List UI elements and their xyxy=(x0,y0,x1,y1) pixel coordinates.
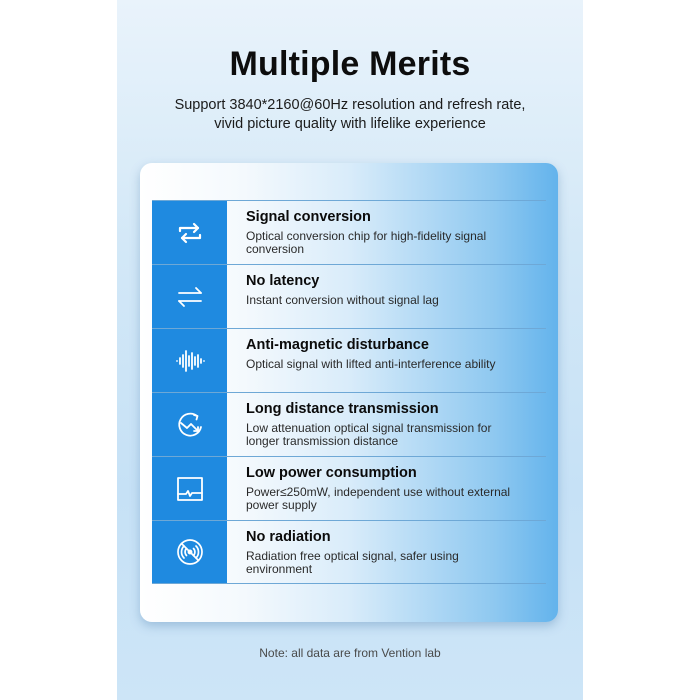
feature-row-anti-magnetic xyxy=(152,328,546,392)
feature-title: No latency xyxy=(246,273,320,289)
feature-row-no-latency xyxy=(152,264,546,328)
no-radiation-icon xyxy=(152,521,227,583)
subtitle xyxy=(117,96,583,134)
feature-row-no-radiation xyxy=(152,520,546,584)
feature-title: Anti-magnetic disturbance xyxy=(246,337,429,353)
long-distance-icon xyxy=(152,393,227,456)
subtitle-line-2: vivid picture quality with lifelike experience xyxy=(214,116,486,132)
feature-row-low-power xyxy=(152,456,546,520)
signal-conversion-icon xyxy=(152,201,227,264)
subtitle-line-1: Support 3840*2160@60Hz resolution and refresh rate, xyxy=(174,97,526,113)
transfer-arrows-icon xyxy=(152,265,227,328)
product-feature-poster xyxy=(117,0,583,700)
feature-title: Long distance transmission xyxy=(246,401,439,417)
feature-description: Low attenuation optical signal transmission for longer transmission distance xyxy=(246,421,492,448)
feature-description: Optical signal with lifted anti-interference ability xyxy=(246,357,496,371)
page-title: Multiple Merits xyxy=(229,45,471,83)
features-card xyxy=(140,163,558,622)
feature-title: Signal conversion xyxy=(246,209,371,225)
power-graph-icon xyxy=(152,457,227,520)
feature-description: Instant conversion without signal lag xyxy=(246,293,439,307)
feature-description: Power≤250mW, independent use without external power supply xyxy=(246,485,511,512)
feature-title: Low power consumption xyxy=(246,465,417,481)
feature-title: No radiation xyxy=(246,529,331,545)
features-table xyxy=(152,200,546,586)
waveform-icon xyxy=(152,329,227,392)
footnote: Note: all data are from Vention lab xyxy=(259,646,441,660)
feature-description: Radiation free optical signal, safer using environment xyxy=(246,549,459,576)
feature-row-long-distance xyxy=(152,392,546,456)
feature-row-signal-conversion xyxy=(152,200,546,264)
feature-description: Optical conversion chip for high-fidelity signal conversion xyxy=(246,229,487,256)
